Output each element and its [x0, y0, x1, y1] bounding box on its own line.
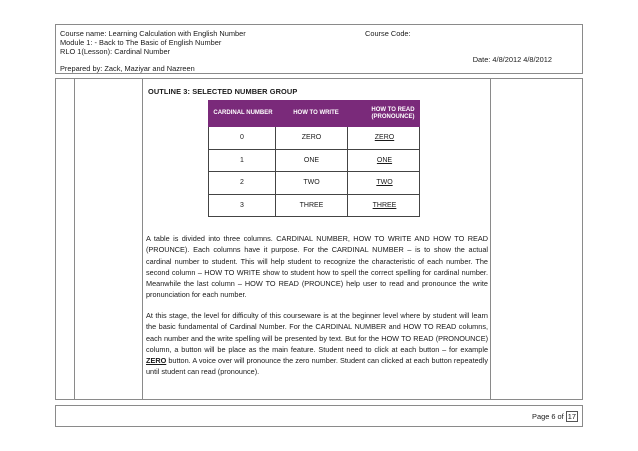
document-footer [55, 405, 583, 427]
header-cardinal-number: CARDINAL NUMBER [213, 110, 273, 116]
column-divider [490, 79, 491, 399]
cardinal-cell: 2 [240, 179, 244, 187]
cardinal-cell: 3 [240, 201, 244, 209]
write-cell: THREE [275, 195, 347, 217]
page-label: Page 6 of [532, 412, 564, 421]
write-cell: TWO [275, 172, 347, 194]
table-row [209, 127, 419, 150]
write-cell: ONE [275, 150, 347, 172]
table-row [209, 195, 419, 218]
column-divider [74, 79, 75, 399]
header-how-to-write: HOW TO WRITE [293, 110, 339, 116]
cardinal-number-table [208, 100, 420, 217]
paragraph-text: button. A voice over will pronounce the zero number. Student can clicked at each button repeatedly until student can read (pronounce). [146, 356, 488, 377]
zero-emphasis: ZERO [146, 356, 167, 366]
course-code: Course Code: [365, 29, 411, 38]
paragraph-text: At this stage, the level for difficulty of this courseware is at the beginner level where by student will learn the basic fundamental of Cardinal Number. For the CARDINAL NUMBER and HOW TO READ columns, each number and the write spelling will be presented by text. But for the HOW TO READ (PRONOUNCE) column, a button will be place as the main feature. Student need to click at each button – for example [146, 311, 488, 354]
prepared-by: Prepared by: Zack, Maziyar and Nazreen [60, 64, 195, 73]
column-divider [142, 79, 143, 399]
rlo-title: RLO 1(Lesson): Cardinal Number [60, 47, 171, 56]
page-number [532, 412, 578, 421]
paragraph-table-description: A table is divided into three columns. CARDINAL NUMBER, HOW TO WRITE AND HOW TO READ (PROUNCE). Each columns have it purpose. For the CARDINAL NUMBER – is to show the actual cardinal number to student. This will help student to recognize the characteristic of each number. The second column – HOW TO WRITE show to student how to spell the correct spelling for cardinal number. Meanwhile the last column – HOW TO READ (PROUNCE) help user to read and pronounce the write pronunciation for each number. [146, 234, 488, 300]
header-how-to-read: HOW TO READ (PRONOUNCE) [371, 106, 415, 120]
table-body [208, 127, 420, 217]
course-name: Course name: Learning Calculation with English Number [60, 29, 246, 38]
table-row [209, 172, 419, 195]
cardinal-cell: 1 [240, 156, 244, 164]
pronounce-button[interactable]: TWO [347, 172, 421, 194]
outline-title: OUTLINE 3: SELECTED NUMBER GROUP [148, 87, 298, 96]
write-cell: ZERO [275, 127, 347, 149]
table-row [209, 150, 419, 173]
document-date: Date: 4/8/2012 4/8/2012 [472, 55, 552, 64]
table-header-row [208, 100, 420, 127]
cardinal-cell: 0 [240, 134, 244, 142]
module-title: Module 1: - Back to The Basic of English Number [60, 38, 222, 47]
paragraph-difficulty-level [146, 310, 488, 378]
page-total: 17 [567, 412, 576, 421]
pronounce-button[interactable]: THREE [347, 195, 421, 217]
document-header [55, 24, 583, 74]
pronounce-button[interactable]: ZERO [347, 127, 421, 149]
pronounce-button[interactable]: ONE [347, 150, 421, 172]
